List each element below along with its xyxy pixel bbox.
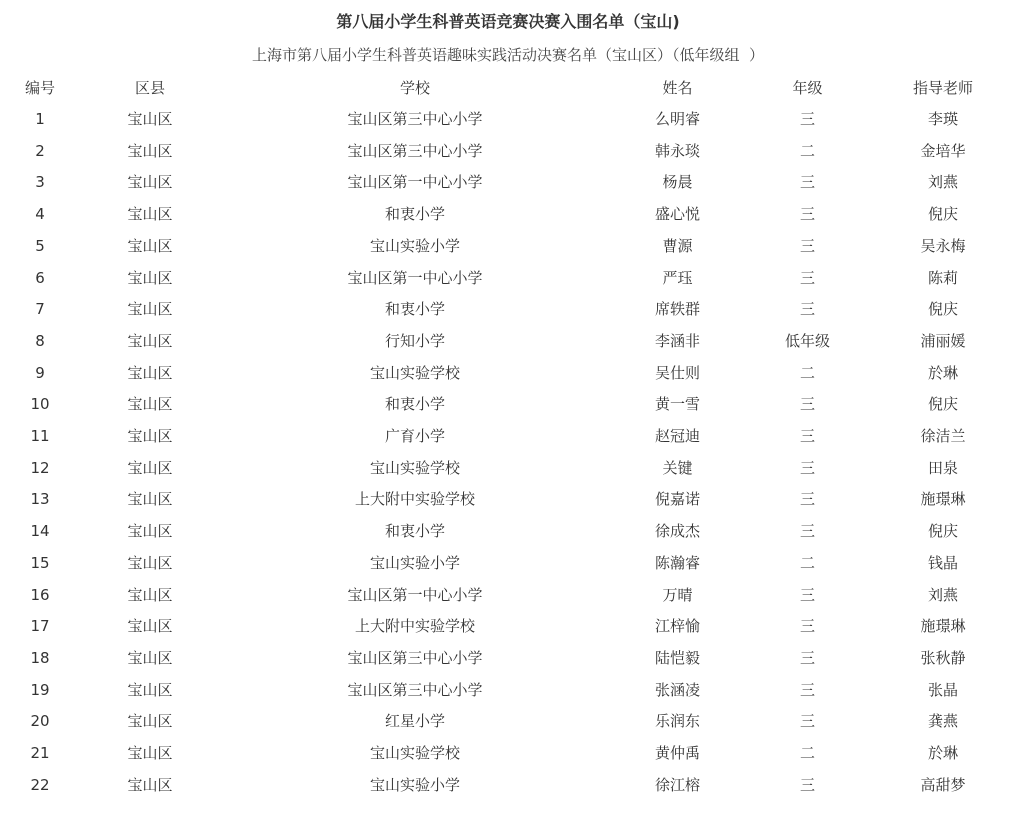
school-cell: 宝山区第一中心小学 bbox=[347, 268, 483, 287]
school-cell: 宝山区第一中心小学 bbox=[347, 585, 483, 604]
table-row bbox=[0, 199, 1016, 231]
teacher-cell: 徐洁兰 bbox=[920, 427, 966, 446]
student-name-cell: 李涵非 bbox=[654, 331, 700, 350]
district-cell: 宝山区 bbox=[127, 522, 173, 541]
number-cell: 4 bbox=[35, 205, 45, 224]
grade-cell: 三 bbox=[799, 236, 815, 255]
school-cell: 宝山实验小学 bbox=[369, 236, 460, 255]
teacher-cell: 施璟琳 bbox=[920, 490, 966, 509]
district-cell: 宝山区 bbox=[127, 173, 173, 192]
district-cell: 宝山区 bbox=[127, 553, 173, 572]
school-cell: 宝山实验学校 bbox=[369, 363, 460, 382]
number-cell: 11 bbox=[30, 427, 50, 446]
student-name-cell: 严珏 bbox=[662, 268, 693, 287]
table-row bbox=[0, 580, 1016, 612]
student-name-cell: 关键 bbox=[662, 458, 693, 477]
student-name-cell: 杨晨 bbox=[662, 173, 693, 192]
district-cell: 宝山区 bbox=[127, 648, 173, 667]
student-name-cell: 席轶群 bbox=[654, 300, 700, 319]
teacher-cell: 於琳 bbox=[927, 744, 958, 763]
district-cell: 宝山区 bbox=[127, 775, 173, 794]
teacher-cell: 倪庆 bbox=[927, 205, 958, 224]
teacher-cell: 浦丽媛 bbox=[920, 331, 966, 350]
teacher-cell: 刘燕 bbox=[927, 173, 958, 192]
grade-cell: 三 bbox=[799, 775, 815, 794]
district-cell: 宝山区 bbox=[127, 427, 173, 446]
table-row bbox=[0, 484, 1016, 516]
table-row bbox=[0, 389, 1016, 421]
school-cell: 和衷小学 bbox=[384, 205, 445, 224]
table-row bbox=[0, 453, 1016, 485]
number-cell: 14 bbox=[30, 522, 50, 541]
number-cell: 5 bbox=[35, 236, 45, 255]
student-name-cell: 徐成杰 bbox=[654, 522, 700, 541]
table-row bbox=[0, 548, 1016, 580]
finalists-table bbox=[0, 72, 1016, 801]
student-name-cell: 江梓愉 bbox=[654, 617, 700, 636]
page-subtitle: 上海市第八届小学生科普英语趣味实践活动决赛名单（宝山区）（低年级组 ） bbox=[251, 46, 765, 64]
student-name-cell: 张涵凌 bbox=[654, 680, 700, 699]
district-cell: 宝山区 bbox=[127, 236, 173, 255]
school-cell: 宝山实验学校 bbox=[369, 458, 460, 477]
district-cell: 宝山区 bbox=[127, 744, 173, 763]
number-cell: 15 bbox=[30, 553, 50, 572]
grade-cell: 三 bbox=[799, 648, 815, 667]
number-cell: 3 bbox=[35, 173, 45, 192]
grade-cell: 二 bbox=[799, 744, 815, 763]
teacher-cell: 李瑛 bbox=[927, 110, 958, 128]
number-cell: 2 bbox=[35, 141, 45, 160]
grade-cell: 二 bbox=[799, 141, 815, 160]
district-cell: 宝山区 bbox=[127, 617, 173, 636]
district-cell: 宝山区 bbox=[127, 110, 173, 128]
number-cell: 21 bbox=[30, 744, 50, 763]
grade-cell: 三 bbox=[799, 427, 815, 446]
district-cell: 宝山区 bbox=[127, 363, 173, 382]
grade-cell: 二 bbox=[799, 553, 815, 572]
student-name-cell: 盛心悦 bbox=[654, 205, 700, 224]
grade-cell: 三 bbox=[799, 585, 815, 604]
number-cell: 20 bbox=[30, 712, 50, 731]
district-cell: 宝山区 bbox=[127, 205, 173, 224]
table-row bbox=[0, 675, 1016, 707]
number-cell: 22 bbox=[30, 775, 50, 794]
grade-cell: 三 bbox=[799, 205, 815, 224]
grade-cell: 三 bbox=[799, 680, 815, 699]
student-name-cell: 陈瀚睿 bbox=[654, 553, 700, 572]
grade-cell: 低年级 bbox=[784, 331, 830, 350]
number-cell: 18 bbox=[30, 648, 50, 667]
grade-cell: 三 bbox=[799, 395, 815, 414]
grade-cell: 三 bbox=[799, 300, 815, 319]
district-cell: 宝山区 bbox=[127, 141, 173, 160]
table-row bbox=[0, 294, 1016, 326]
student-name-cell: 陆恺毅 bbox=[654, 648, 700, 667]
number-cell: 13 bbox=[30, 490, 50, 509]
teacher-cell: 刘燕 bbox=[927, 585, 958, 604]
table-row bbox=[0, 421, 1016, 453]
student-name-cell: 曹源 bbox=[662, 236, 693, 255]
school-cell: 宝山实验学校 bbox=[369, 744, 460, 763]
school-cell: 宝山区第三中心小学 bbox=[347, 680, 483, 699]
teacher-cell: 於琳 bbox=[927, 363, 958, 382]
district-cell: 宝山区 bbox=[127, 680, 173, 699]
school-cell: 和衷小学 bbox=[384, 395, 445, 414]
teacher-cell: 金培华 bbox=[920, 141, 966, 160]
district-cell: 宝山区 bbox=[127, 395, 173, 414]
grade-cell: 三 bbox=[799, 110, 815, 128]
header-district: 区县 bbox=[134, 79, 165, 97]
school-cell: 红星小学 bbox=[384, 712, 445, 731]
student-name-cell: 倪嘉诺 bbox=[654, 490, 700, 509]
district-cell: 宝山区 bbox=[127, 268, 173, 287]
grade-cell: 三 bbox=[799, 490, 815, 509]
district-cell: 宝山区 bbox=[127, 300, 173, 319]
table-row bbox=[0, 643, 1016, 675]
table-body bbox=[0, 104, 1016, 801]
teacher-cell: 陈莉 bbox=[927, 268, 958, 287]
teacher-cell: 田泉 bbox=[927, 458, 958, 477]
header-name: 姓名 bbox=[662, 79, 693, 97]
number-cell: 19 bbox=[30, 680, 50, 699]
grade-cell: 三 bbox=[799, 173, 815, 192]
number-cell: 6 bbox=[35, 268, 45, 287]
teacher-cell: 龚燕 bbox=[927, 712, 958, 731]
student-name-cell: 韩永琰 bbox=[654, 141, 700, 160]
school-cell: 广育小学 bbox=[384, 427, 445, 446]
table-row bbox=[0, 358, 1016, 390]
district-cell: 宝山区 bbox=[127, 712, 173, 731]
teacher-cell: 高甜梦 bbox=[920, 775, 966, 794]
teacher-cell: 施璟琳 bbox=[920, 617, 966, 636]
table-row bbox=[0, 231, 1016, 263]
school-cell: 宝山区第一中心小学 bbox=[347, 173, 483, 192]
district-cell: 宝山区 bbox=[127, 458, 173, 477]
grade-cell: 三 bbox=[799, 712, 815, 731]
school-cell: 宝山区第三中心小学 bbox=[347, 648, 483, 667]
teacher-cell: 倪庆 bbox=[927, 300, 958, 319]
student-name-cell: 赵冠迪 bbox=[654, 427, 700, 446]
school-cell: 上大附中实验学校 bbox=[354, 617, 475, 636]
number-cell: 9 bbox=[35, 363, 45, 382]
school-cell: 行知小学 bbox=[384, 331, 445, 350]
student-name-cell: 乐润东 bbox=[654, 712, 700, 731]
district-cell: 宝山区 bbox=[127, 490, 173, 509]
student-name-cell: 么明睿 bbox=[654, 110, 700, 128]
grade-cell: 二 bbox=[799, 363, 815, 382]
student-name-cell: 徐江榕 bbox=[654, 775, 700, 794]
teacher-cell: 钱晶 bbox=[927, 553, 958, 572]
table-row bbox=[0, 136, 1016, 168]
school-cell: 宝山实验小学 bbox=[369, 775, 460, 794]
table-row bbox=[0, 326, 1016, 358]
header-grade: 年级 bbox=[792, 79, 823, 97]
number-cell: 7 bbox=[35, 300, 45, 319]
table-row bbox=[0, 706, 1016, 738]
teacher-cell: 吴永梅 bbox=[920, 236, 966, 255]
table-row bbox=[0, 770, 1016, 802]
table-row bbox=[0, 516, 1016, 548]
grade-cell: 三 bbox=[799, 617, 815, 636]
teacher-cell: 张晶 bbox=[927, 680, 958, 699]
table-header-row bbox=[0, 72, 1016, 104]
student-name-cell: 黄仲禹 bbox=[654, 744, 700, 763]
table-row bbox=[0, 167, 1016, 199]
school-cell: 和衷小学 bbox=[384, 300, 445, 319]
number-cell: 1 bbox=[35, 110, 45, 128]
district-cell: 宝山区 bbox=[127, 585, 173, 604]
teacher-cell: 倪庆 bbox=[927, 522, 958, 541]
school-cell: 和衷小学 bbox=[384, 522, 445, 541]
district-cell: 宝山区 bbox=[127, 331, 173, 350]
grade-cell: 三 bbox=[799, 522, 815, 541]
student-name-cell: 黄一雪 bbox=[654, 395, 700, 414]
grade-cell: 三 bbox=[799, 458, 815, 477]
school-cell: 上大附中实验学校 bbox=[354, 490, 475, 509]
school-cell: 宝山区第三中心小学 bbox=[347, 141, 483, 160]
teacher-cell: 倪庆 bbox=[927, 395, 958, 414]
table-row bbox=[0, 738, 1016, 770]
table-row bbox=[0, 263, 1016, 295]
number-cell: 16 bbox=[30, 585, 50, 604]
number-cell: 8 bbox=[35, 331, 45, 350]
teacher-cell: 张秋静 bbox=[920, 648, 966, 667]
page-title: 第八届小学生科普英语竞赛决赛入围名单（宝山) bbox=[336, 12, 680, 31]
number-cell: 12 bbox=[30, 458, 50, 477]
student-name-cell: 吴仕则 bbox=[654, 363, 700, 382]
number-cell: 17 bbox=[30, 617, 50, 636]
grade-cell: 三 bbox=[799, 268, 815, 287]
table-row bbox=[0, 611, 1016, 643]
number-cell: 10 bbox=[30, 395, 50, 414]
header-teacher: 指导老师 bbox=[912, 79, 973, 97]
header-school: 学校 bbox=[399, 79, 430, 97]
student-name-cell: 万晴 bbox=[662, 585, 693, 604]
table-row bbox=[0, 104, 1016, 136]
header-number: 编号 bbox=[24, 79, 55, 97]
school-cell: 宝山区第三中心小学 bbox=[347, 110, 483, 128]
school-cell: 宝山实验小学 bbox=[369, 553, 460, 572]
